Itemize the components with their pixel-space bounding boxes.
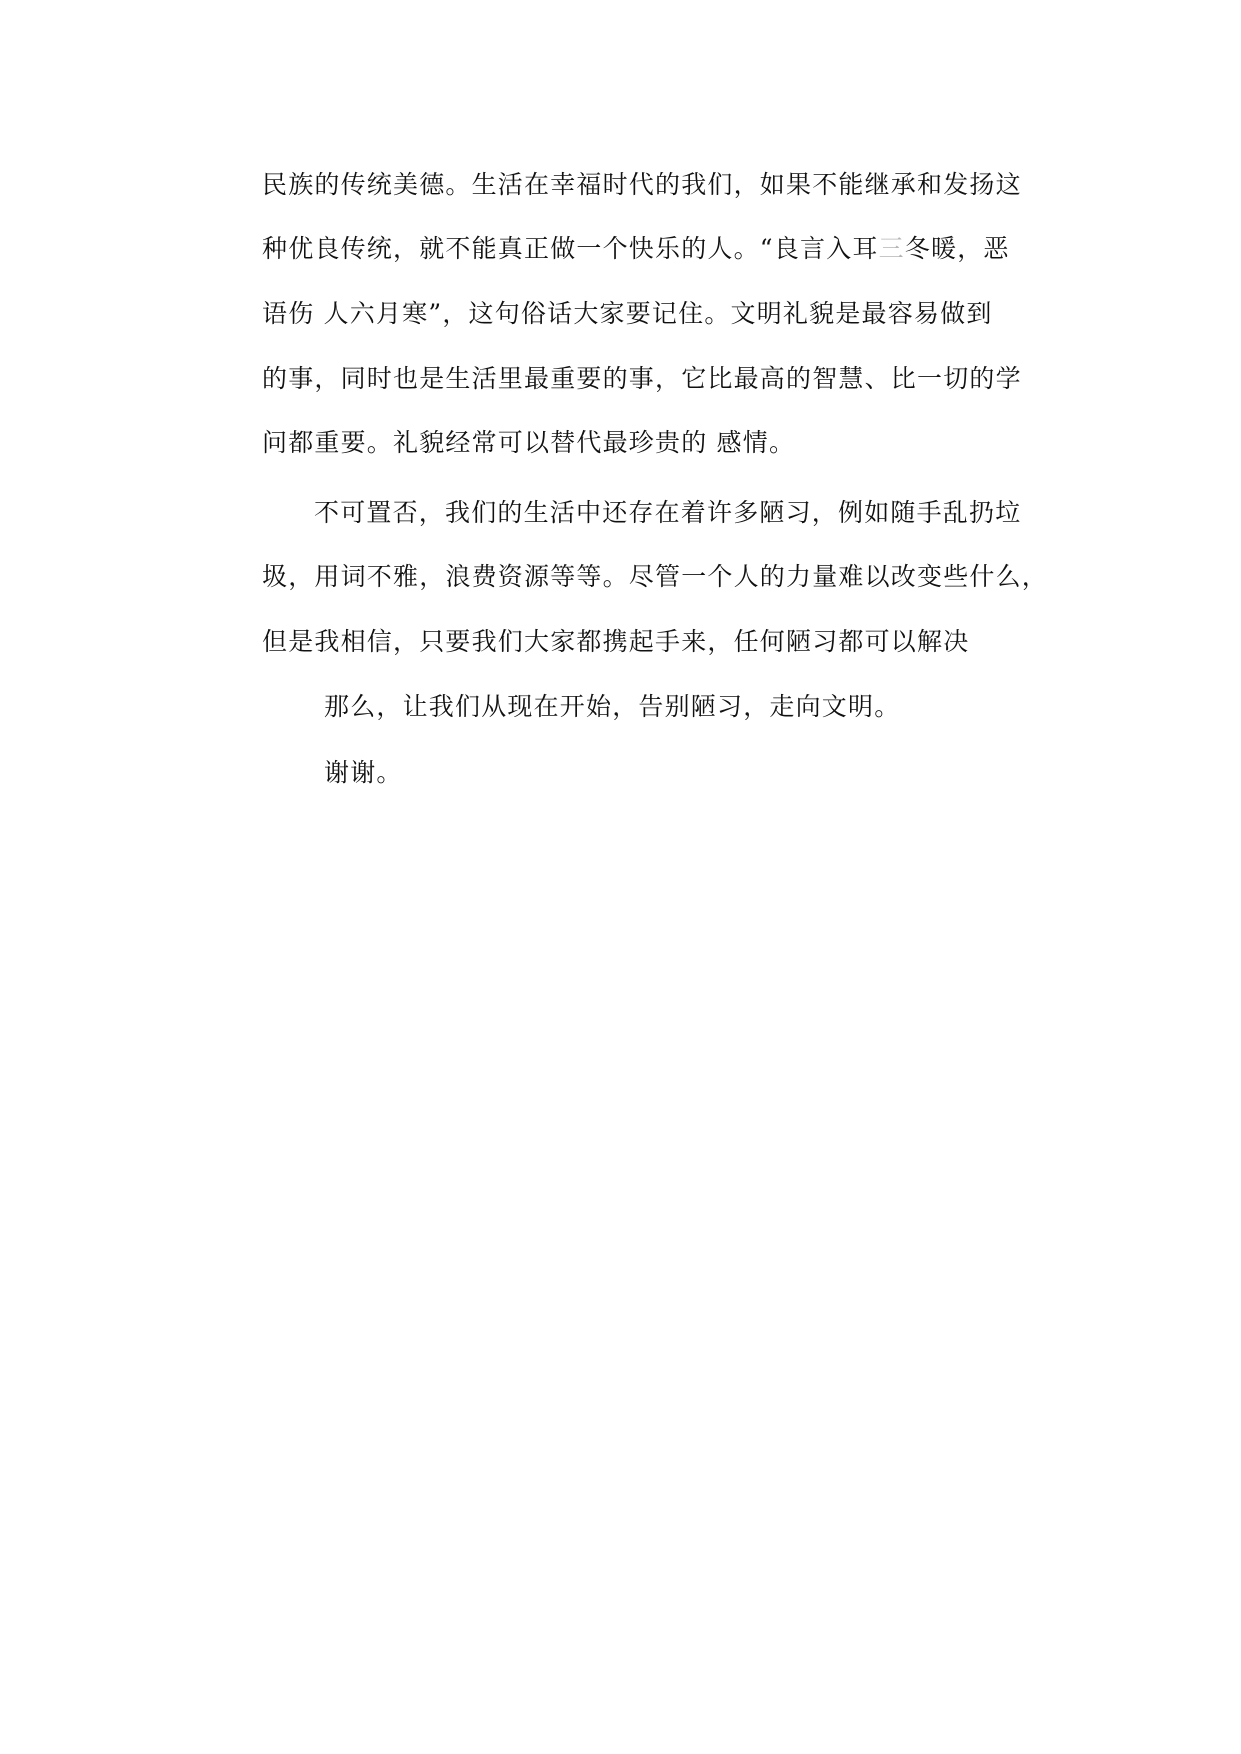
paragraph-2-line-3: 但是我相信，只要我们大家都携起手来，任何陋习都可以解决: [262, 627, 970, 656]
paragraph-1-line-2-tail: 冬暖，恶: [904, 234, 1010, 263]
paragraph-1-line-4: 的事，同时也是生活里最重要的事，它比最高的智慧、比一切的学: [262, 364, 1022, 393]
paragraph-2-line-1: 不可置否，我们的生活中还存在着许多陋习，例如随手乱扔垃: [314, 498, 1022, 527]
paragraph-1-line-2: [262, 232, 1010, 266]
paragraph-1-line-5: 问都重要。礼貌经常可以替代最珍贵的 感情。: [262, 428, 796, 457]
faint-character: 三: [878, 234, 905, 263]
paragraph-2-line-2: 圾，用词不雅，浪费资源等等。尽管一个人的力量难以改变些什么，: [262, 562, 1049, 591]
closing-line: 谢谢。: [324, 758, 403, 787]
paragraph-1-line-1: 民族的传统美德。生活在幸福时代的我们，如果不能继承和发扬这: [262, 170, 1022, 199]
paragraph-3: 那么，让我们从现在开始，告别陋习，走向文明。: [324, 692, 901, 721]
paragraph-1-line-2-text: 种优良传统，就不能真正做一个快乐的人。“良言入耳: [262, 234, 879, 263]
paragraph-1-line-3: 语伤 人六月寒”，这句俗话大家要记住。文明礼貌是最容易做到: [262, 299, 993, 328]
